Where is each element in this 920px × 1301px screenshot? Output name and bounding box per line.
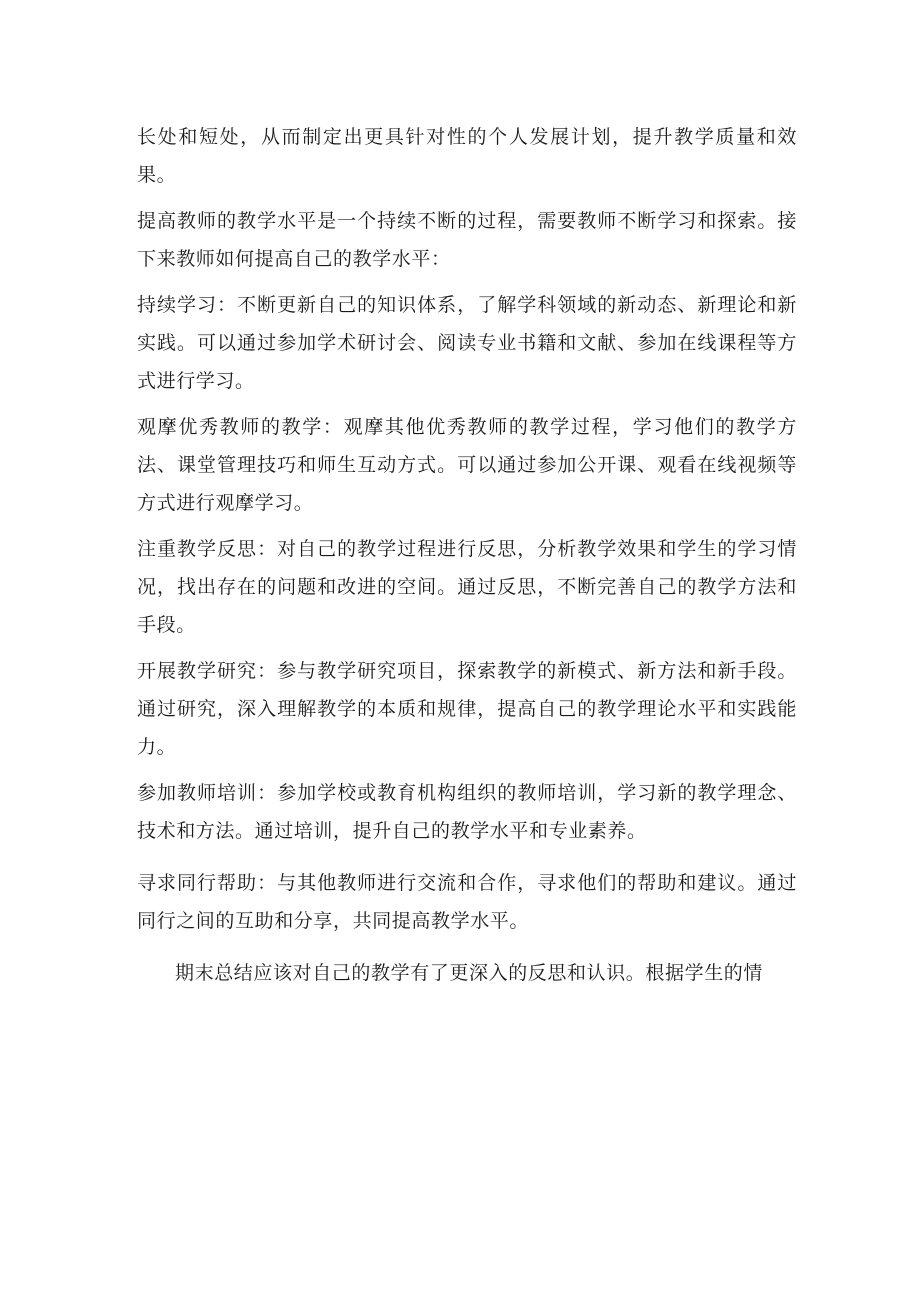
- document-body: [137, 118, 797, 1000]
- paragraph-research: 开展教学研究：参与教学研究项目，探索教学的新模式、新方法和新手段。通过研究，深入理解教学的本质和规律，提高自己的教学理论水平和实践能力。: [137, 660, 797, 758]
- paragraph-continuous-learning: 持续学习：不断更新自己的知识体系，了解学科领域的新动态、新理论和新实践。可以通过参加学术研讨会、阅读专业书籍和文献、参加在线课程等方式进行学习。: [137, 294, 797, 392]
- paragraph-continuation: 长处和短处，从而制定出更具针对性的个人发展计划，提升教学质量和效果。: [137, 126, 797, 186]
- paragraph-peer-help: 寻求同行帮助：与其他教师进行交流和合作，寻求他们的帮助和建议。通过同行之间的互助和分享，共同提高教学水平。: [137, 872, 797, 932]
- paragraph-reflection: 注重教学反思：对自己的教学过程进行反思，分析教学效果和学生的学习情况，找出存在的问题和改进的空间。通过反思，不断完善自己的教学方法和手段。: [137, 538, 797, 636]
- paragraph-summary: 期末总结应该对自己的教学有了更深入的反思和认识。根据学生的情: [175, 962, 764, 984]
- paragraph-training: 参加教师培训：参加学校或教育机构组织的教师培训，学习新的教学理念、技术和方法。通过培训，提升自己的教学水平和专业素养。: [137, 782, 797, 842]
- paragraph-intro: 提高教师的教学水平是一个持续不断的过程，需要教师不断学习和探索。接下来教师如何提高自己的教学水平：: [137, 210, 797, 270]
- paragraph-observe-teachers: 观摩优秀教师的教学：观摩其他优秀教师的教学过程，学习他们的教学方法、课堂管理技巧和师生互动方式。可以通过参加公开课、观看在线视频等方式进行观摩学习。: [137, 416, 797, 514]
